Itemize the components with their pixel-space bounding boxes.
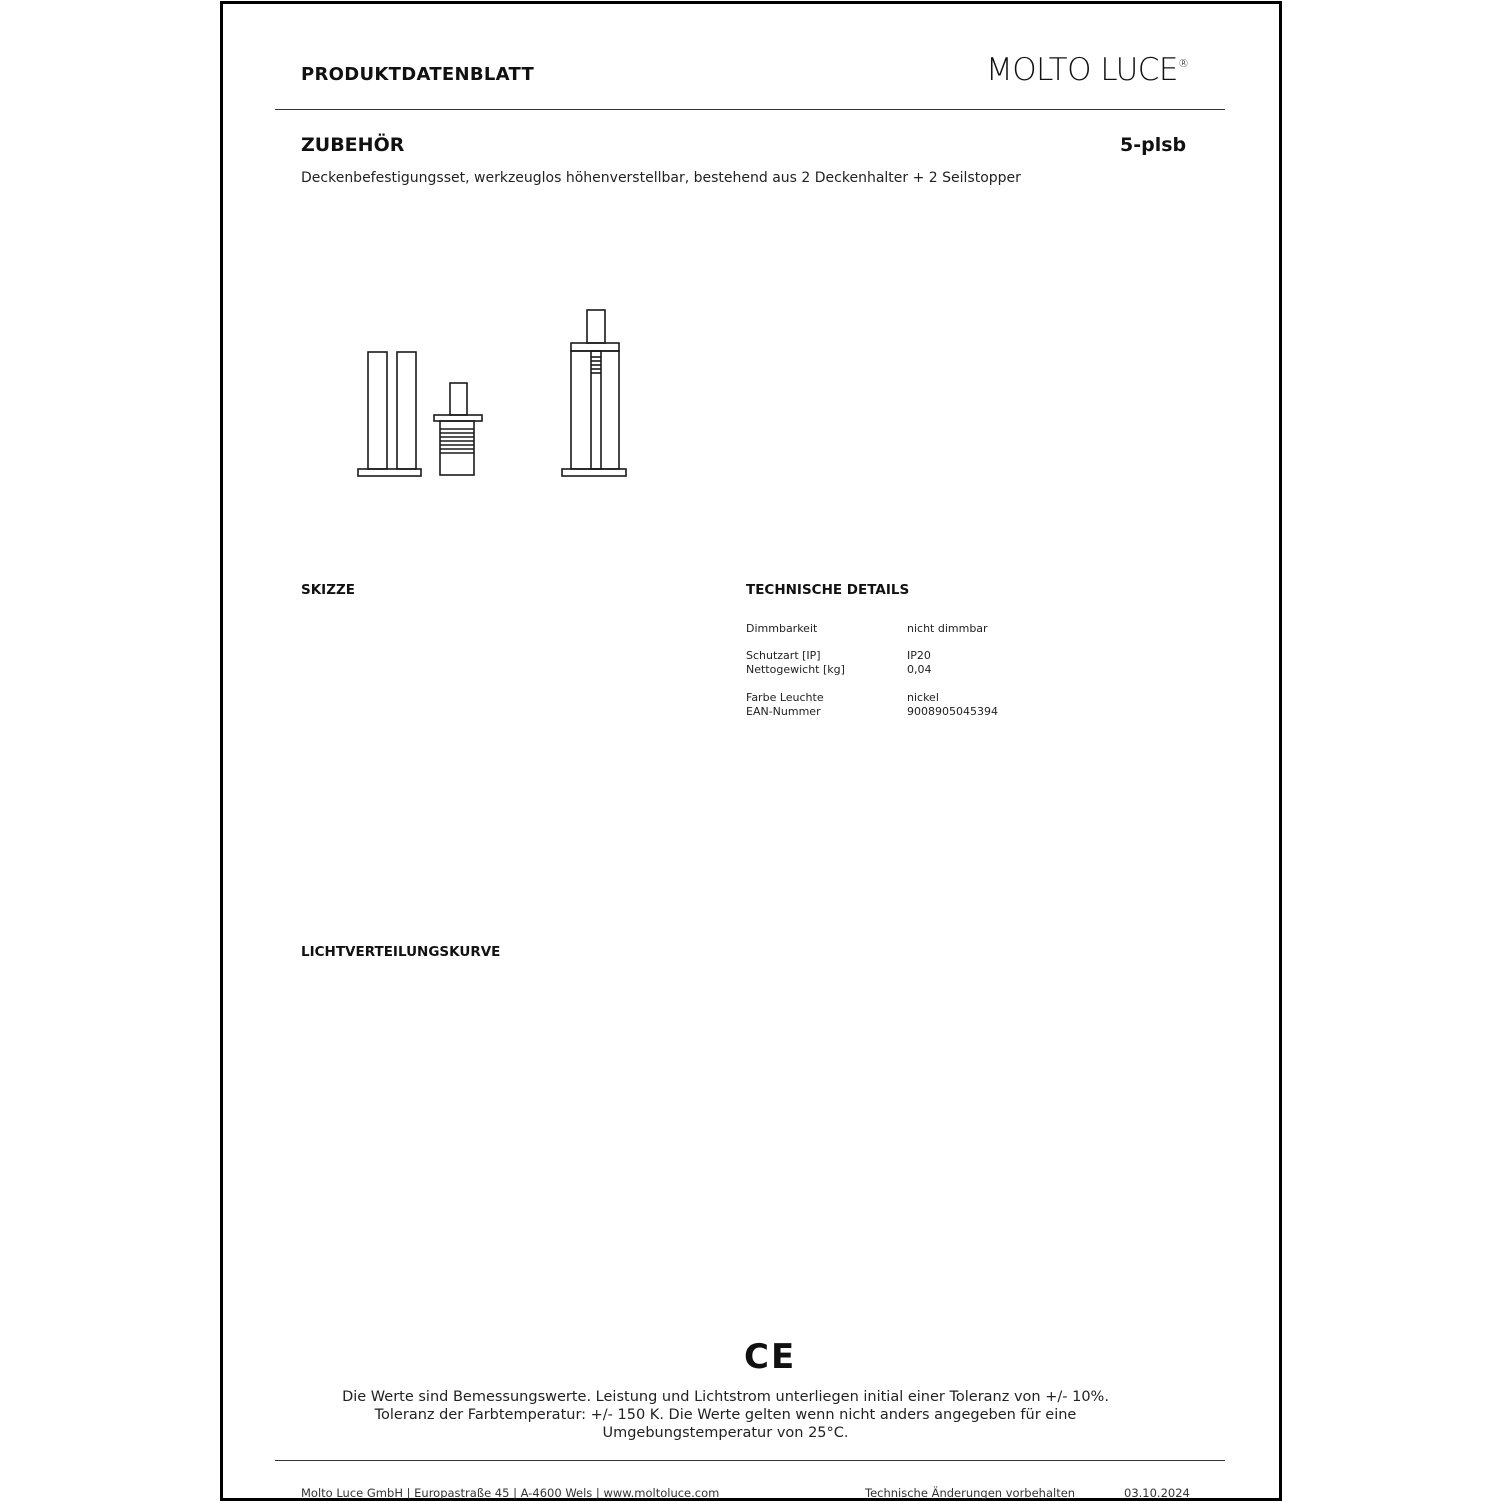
footer-date: 03.10.2024 [1124, 1486, 1190, 1500]
detail-value-color: nickel [907, 691, 939, 704]
disclaimer-line: Toleranz der Farbtemperatur: +/- 150 K. Die Werte gelten wenn nicht anders angegeben für eine [374, 1407, 1077, 1423]
detail-label-ean: EAN-Nummer [746, 705, 821, 718]
detail-value-weight: 0,04 [907, 663, 932, 676]
detail-value-protection: IP20 [907, 649, 931, 662]
section-title-sketch: SKIZZE [301, 582, 356, 598]
detail-label-dimmability: Dimmbarkeit [746, 622, 818, 635]
detail-label-color: Farbe Leuchte [746, 691, 824, 704]
document-type-title: PRODUKTDATENBLATT [301, 64, 535, 85]
ceiling-holder-rods-drawing [358, 352, 421, 476]
ce-mark: CE [744, 1337, 797, 1377]
disclaimer-line: Umgebungstemperatur von 25°C. [602, 1425, 849, 1441]
detail-value-dimmability: nicht dimmbar [907, 622, 988, 635]
assembled-holder-drawing [562, 310, 626, 476]
detail-value-ean: 9008905045394 [907, 705, 998, 718]
disclaimer-line: Die Werte sind Bemessungswerte. Leistung und Lichtstrom unterliegen initial einer Toleranz von +/- 10%. [342, 1389, 1109, 1405]
footer-changes-note: Technische Änderungen vorbehalten [865, 1486, 1076, 1500]
footer-company-info: Molto Luce GmbH | Europastraße 45 | A-4600 Wels | www.moltoluce.com [301, 1486, 720, 1500]
section-title-technical-details: TECHNISCHE DETAILS [746, 582, 910, 598]
cable-stopper-drawing [434, 383, 482, 475]
datasheet-page [220, 1, 1282, 1501]
registered-mark: ® [1178, 56, 1189, 70]
section-title-light-distribution: LICHTVERTEILUNGSKURVE [301, 944, 501, 960]
product-drawing [223, 4, 1279, 1498]
article-number: 5-plsb [1120, 134, 1187, 156]
product-description: Deckenbefestigungsset, werkzeuglos höhenverstellbar, bestehend aus 2 Deckenhalter + 2 Seilstopper [301, 170, 1021, 186]
detail-label-protection: Schutzart [IP] [746, 649, 821, 662]
product-category: ZUBEHÖR [301, 134, 405, 156]
detail-label-weight: Nettogewicht [kg] [746, 663, 845, 676]
footer-divider [275, 1460, 1225, 1461]
tolerance-disclaimer [323, 1388, 1128, 1442]
brand-logo-text: MOLTO LUCE [986, 52, 1178, 88]
